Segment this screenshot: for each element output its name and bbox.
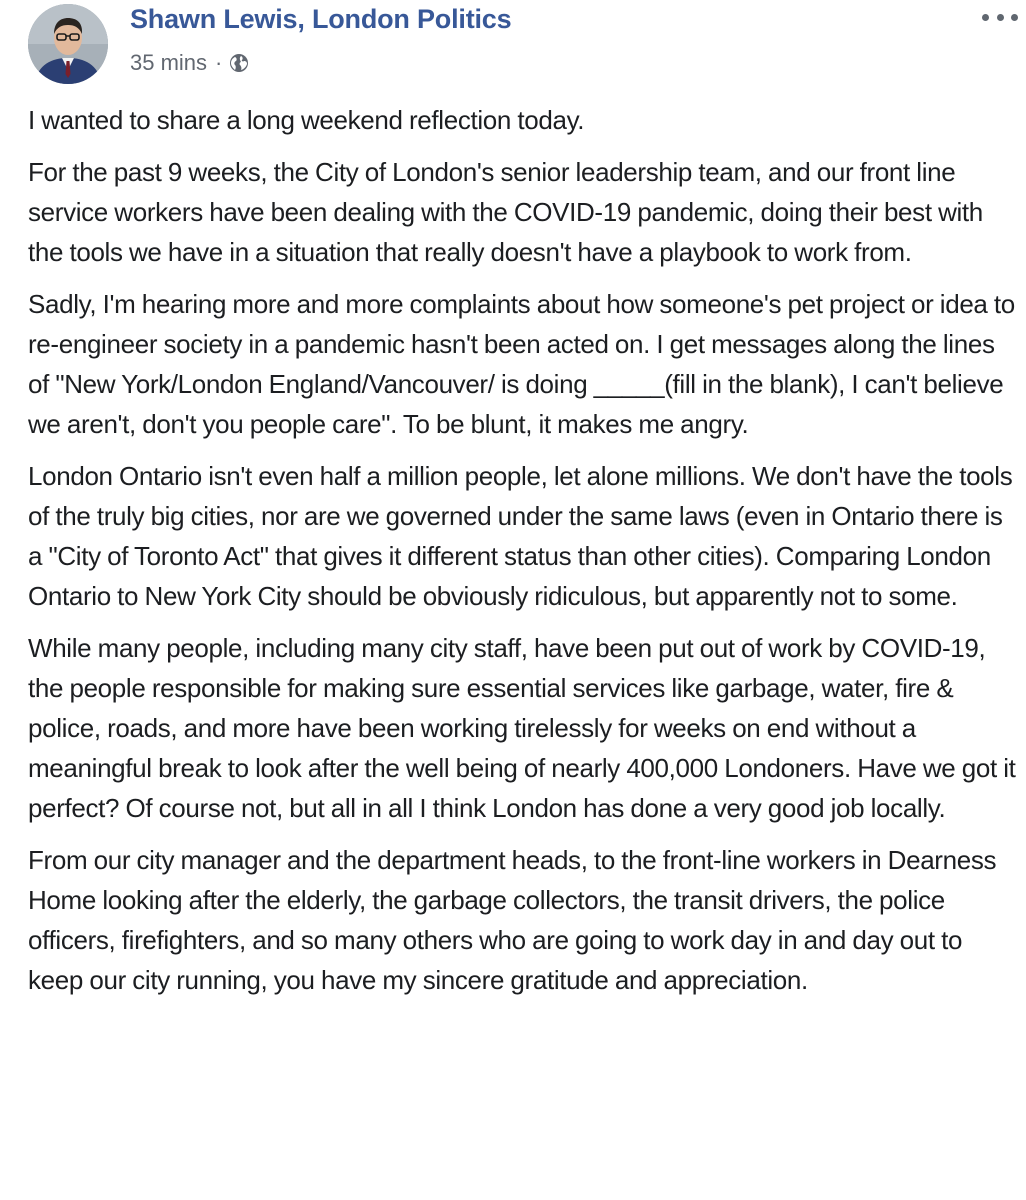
meta-separator: · bbox=[215, 50, 223, 75]
more-options-icon[interactable] bbox=[980, 4, 1020, 30]
post-body bbox=[28, 100, 1020, 1012]
globe-icon[interactable] bbox=[228, 52, 250, 74]
avatar[interactable] bbox=[28, 4, 108, 84]
post-paragraph: London Ontario isn't even half a million people, let alone millions. We don't have the tools of the truly big cities, nor are we governed under the same laws (even in Ontario there is a "City of Toronto Act" that gives it different status than other cities). Comparing London Ontario to New York City should be obviously ridiculous, but apparently not to some. bbox=[28, 461, 1013, 611]
post-paragraph: While many people, including many city staff, have been put out of work by COVID-19, the people responsible for making sure essential services like garbage, water, fire & police, roads, and more have been working tirelessly for weeks on end without a meaningful break to look after the well being of nearly 400,000 Londoners. Have we got it perfect? Of course not, but all in all I think London has done a very good job locally. bbox=[28, 633, 1016, 823]
more-dot bbox=[1011, 14, 1018, 21]
post-timestamp[interactable]: 35 mins bbox=[130, 50, 208, 75]
post-paragraph: I wanted to share a long weekend reflection today. bbox=[28, 105, 585, 135]
more-dot bbox=[982, 14, 989, 21]
author-name-link[interactable]: Shawn Lewis, London Politics bbox=[130, 4, 512, 34]
post-meta bbox=[130, 48, 250, 78]
post-paragraph: From our city manager and the department heads, to the front-line workers in Dearness Home looking after the elderly, the garbage collectors, the transit drivers, the police officers, firefighters, and so many others who are going to work day in and day out to keep our city running, you have my sincere gratitude and appreciation. bbox=[28, 845, 997, 995]
post-paragraph: Sadly, I'm hearing more and more complaints about how someone's pet project or idea to re-engineer society in a pandemic hasn't been acted on. I get messages along the lines of "New York/London England/Vancouver/ is doing _____(fill in the blank), I can't believe we aren't, don't you people care". To be blunt, it makes me angry. bbox=[28, 289, 1015, 439]
more-dot bbox=[997, 14, 1004, 21]
post-paragraph: For the past 9 weeks, the City of London's senior leadership team, and our front line service workers have been dealing with the COVID-19 pandemic, doing their best with the tools we have in a situation that really doesn't have a playbook to work from. bbox=[28, 157, 983, 267]
